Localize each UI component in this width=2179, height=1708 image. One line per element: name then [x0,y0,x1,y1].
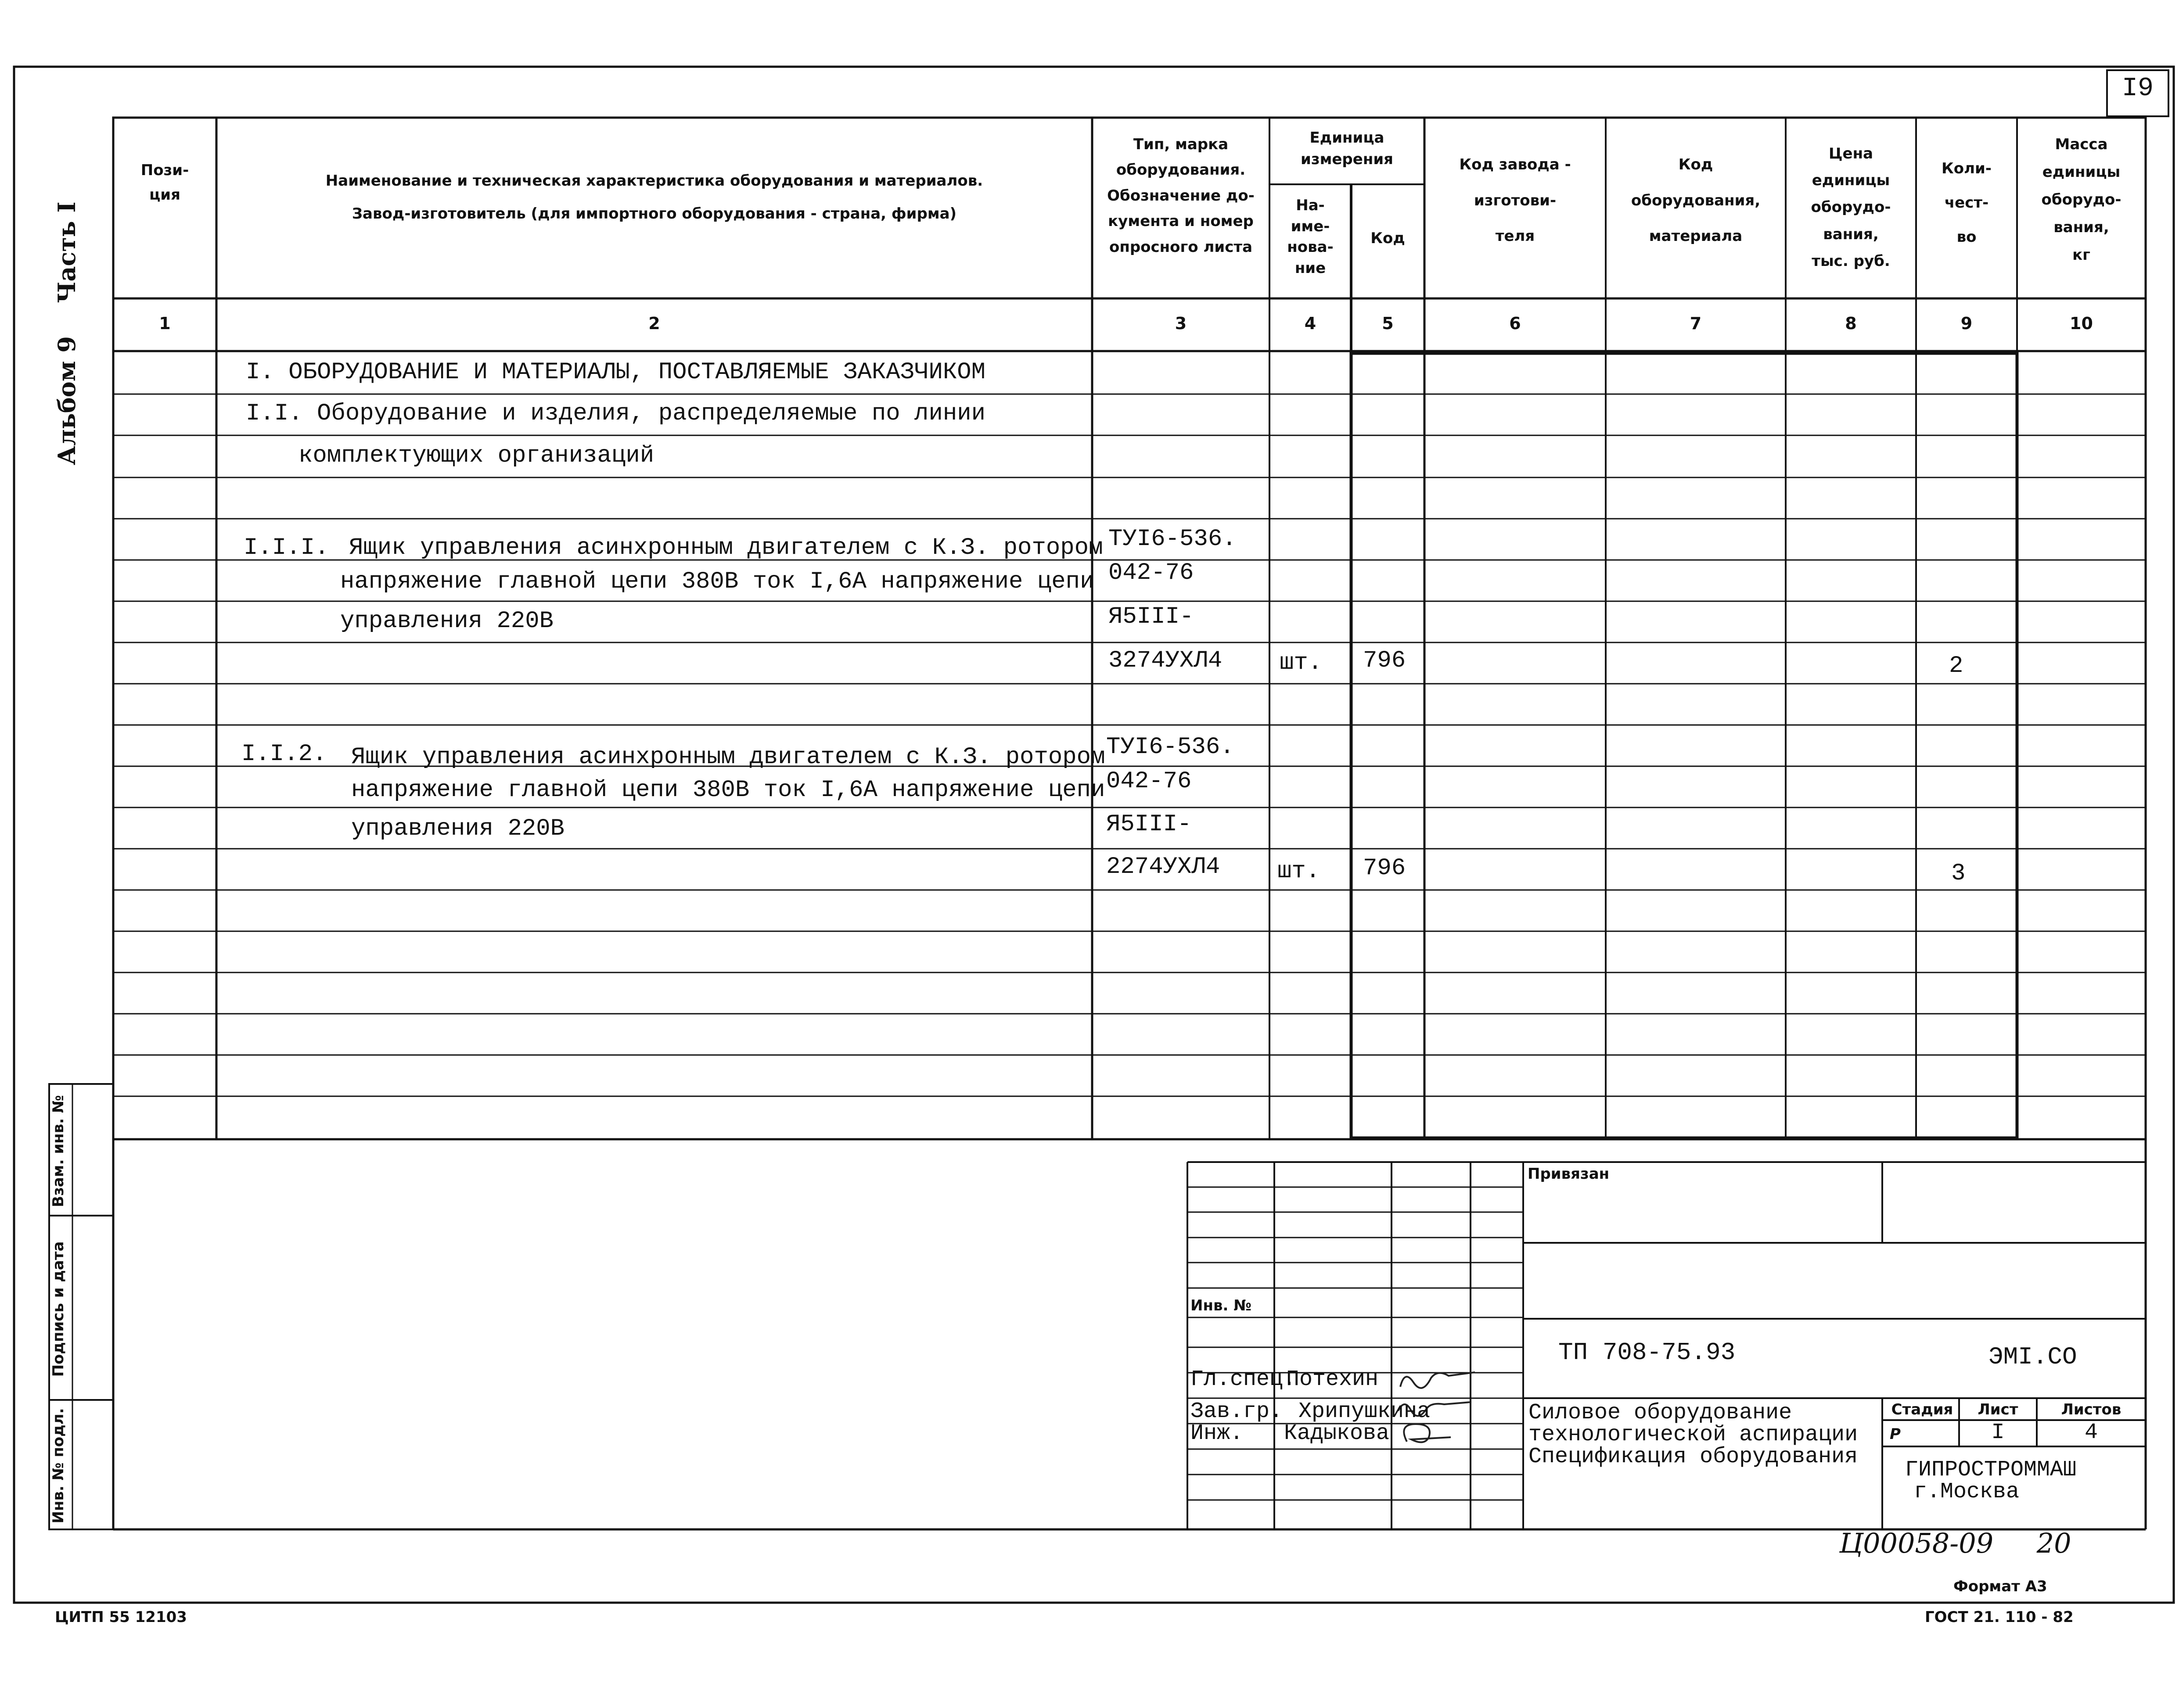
header-col3 [1092,132,1269,260]
header-text: вания, [1823,225,1879,243]
header-text: Цена [1828,145,1873,162]
item2-position: I.I.2. [241,741,327,768]
title-line: Силовое оборудование [1528,1400,1792,1425]
document-code: ТП 708-75.93 [1558,1338,1736,1367]
item2-unit-code: 796 [1363,855,1406,882]
column-number: 2 [648,314,660,333]
column-number: 5 [1382,314,1394,333]
header-text: Завод-изготовитель (для импортного оборудования - страна, фирма) [352,205,957,222]
signer1-name: Потехин [1286,1367,1379,1392]
sheet-label: Лист [1978,1401,2018,1418]
document-mark: ЭМI.СО [1988,1343,2077,1371]
header-text: материала [1649,227,1743,245]
item2-type-line2: 042-76 [1106,768,1192,795]
header-text: вания, [2053,218,2109,236]
subsection-title-line1: I.I. Оборудование и изделия, распределяемые по линии [246,400,986,427]
header-col5: Код [1370,230,1405,247]
header-text: ция [149,186,180,204]
header-col8 [1786,140,1916,275]
organization [1905,1459,2076,1503]
header-text: оборудо- [2041,190,2121,208]
privyazan-label: Привязан [1528,1165,1610,1183]
header-text: име- [1291,217,1330,235]
header-text: кг [2072,246,2090,264]
header-col1 [113,158,216,207]
column-number: 7 [1690,314,1702,333]
item1-type-line4: 3274УХЛ4 [1108,647,1223,674]
item1-name-line2: напряжение главной цепи 380В ток I,6А напряжение цепи [340,568,1094,595]
item2-type-line1: ТУI6-536. [1106,734,1234,761]
org-line: г.Москва [1914,1479,2020,1504]
header-text: оборудования, [1631,191,1761,209]
org-line: ГИПРОСТРОММАШ [1905,1457,2077,1482]
header-text: опросного листа [1109,238,1253,256]
signer1-role: Гл.спец. [1190,1367,1296,1392]
header-text: Наименование и техническая характеристика оборудования и материалов. [325,172,983,190]
item1-type-line2: 042-76 [1108,560,1194,586]
item1-quantity: 2 [1949,653,1963,679]
header-col4 [1269,195,1351,279]
item2-type-line3: Я5III- [1106,811,1192,838]
inv-podl-label: Инв. № подл. [50,1408,67,1524]
item1-type-line3: Я5III- [1108,603,1194,630]
stage-label: Стадия [1891,1401,1953,1418]
header-col10 [2017,131,2146,269]
stage-value: Р [1890,1425,1901,1443]
format-label: Формат А3 [1953,1578,2047,1595]
header-text: Пози- [140,161,189,179]
item2-name-line1: Ящик управления асинхронным двигателем с К.З. ротором [351,744,1105,771]
header-text: единицы [2042,163,2121,181]
item2-unit-name: шт. [1277,858,1320,885]
title-line: технологической аспирации [1528,1422,1858,1447]
signer2-name: Хрипушкина [1298,1399,1431,1424]
column-number: 6 [1509,314,1521,333]
header-text: единицы [1812,172,1890,190]
document-title [1528,1402,1858,1468]
column-number: 8 [1845,314,1857,333]
header-text: ние [1294,259,1326,277]
sheet-value: I [1991,1420,2005,1445]
column-number: 9 [1960,314,1973,333]
header-text: Масса [2055,136,2108,153]
footer-left: ЦИТП 55 12103 [55,1608,187,1626]
header-text: Тип, марка [1133,136,1229,153]
header-text: Код [1678,156,1713,173]
part-label: Часть I [53,201,81,303]
album-label: Альбом 9 [53,336,81,465]
album-part-label [53,201,88,465]
item2-quantity: 3 [1951,860,1966,887]
footer-right: ГОСТ 21. 110 - 82 [1925,1608,2074,1626]
header-col6 [1424,147,1606,255]
header-text: оборудо- [1811,198,1891,216]
item1-type-line1: ТУI6-536. [1108,526,1237,553]
column-number: 3 [1175,314,1187,333]
signer2-role: Зав.гр. [1190,1399,1283,1424]
sheet-corner-number: I9 [2121,74,2154,104]
header-text: Код завода - [1459,156,1571,173]
item1-position: I.I.I. [244,535,329,561]
header-text: На- [1296,197,1325,214]
column-number: 10 [2070,314,2093,333]
header-text: чест- [1944,194,1989,212]
header-text: во [1956,228,1977,246]
sheets-value: 4 [2084,1420,2098,1445]
header-text: оборудования. [1116,161,1246,179]
header-unit-group [1269,127,1424,171]
header-text: кумента и номер [1108,212,1254,230]
header-text: нова- [1287,238,1334,256]
header-text: теля [1495,227,1535,245]
section-title: I. ОБОРУДОВАНИЕ И МАТЕРИАЛЫ, ПОСТАВЛЯЕМЫЕ ЗАКАЗЧИКОМ [246,359,986,386]
item1-unit-name: шт. [1280,649,1323,676]
inv-no-label: Инв. № [1190,1297,1252,1314]
header-text: тыс. руб. [1812,252,1890,270]
item1-name-line3: управления 220В [340,608,554,635]
header-text: Коли- [1942,160,1992,177]
header-text: Единица [1309,129,1384,147]
item1-unit-code: 796 [1363,647,1406,674]
signer3-role: Инж. [1190,1421,1244,1446]
column-number: 4 [1304,314,1316,333]
item2-name-line2: напряжение главной цепи 380В ток I,6А напряжение цепи [351,777,1105,804]
vzam-inv-label: Взам. инв. № [50,1095,67,1207]
item2-name-line3: управления 220В [351,815,565,842]
header-col2 [216,165,1092,230]
item2-type-line4: 2274УХЛ4 [1106,854,1220,880]
archive-code: Ц00058-09 20 [1839,1527,2071,1559]
item1-name-line1: Ящик управления асинхронным двигателем с К.З. ротором [349,535,1103,561]
sheets-label: Листов [2061,1401,2121,1418]
header-col7 [1606,147,1786,255]
header-text: измерения [1301,151,1393,169]
title-line: Спецификация оборудования [1528,1444,1858,1469]
header-text: изготови- [1474,191,1557,209]
header-col9 [1916,151,2017,255]
signer3-name: Кадыкова [1284,1421,1390,1446]
header-text: Обозначение до- [1107,187,1255,205]
podpis-data-label: Подпись и дата [50,1241,67,1377]
subsection-title-line2: комплектующих организаций [298,442,654,469]
column-number: 1 [159,314,171,333]
